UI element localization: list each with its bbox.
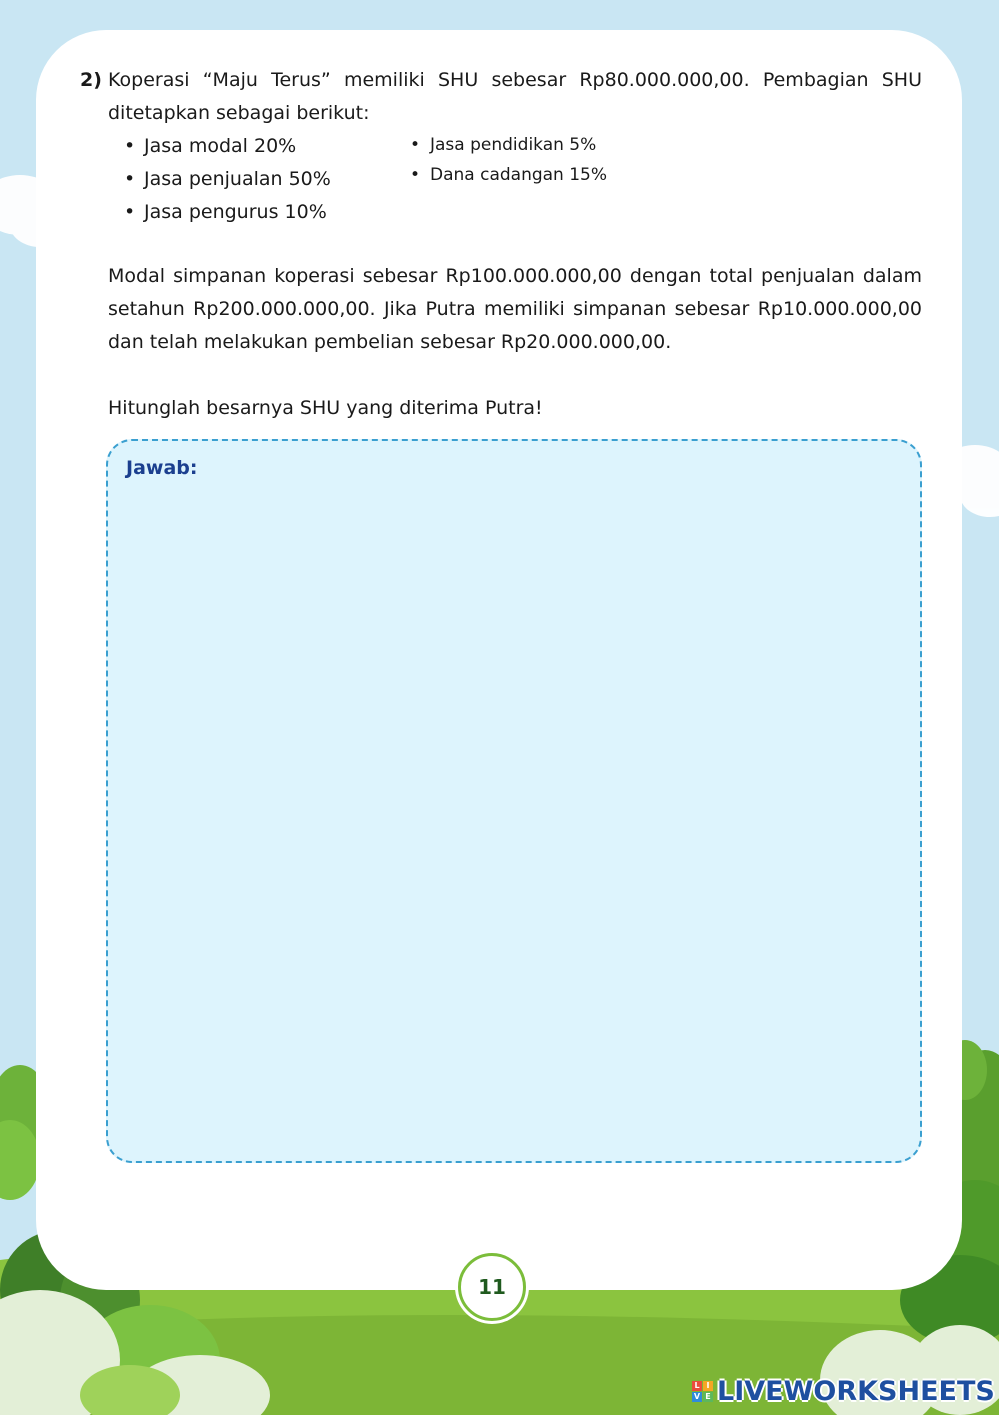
liveworksheets-logo[interactable] [692,1373,995,1409]
logo-text: LIVEWORKSHEETS [717,1375,995,1407]
list-item: • Jasa pendidikan 5% [410,135,597,155]
list-left-column [124,130,331,229]
list-item: • Dana cadangan 15% [410,165,608,185]
page-number: 11 [458,1253,526,1321]
question-number: 2) [80,69,102,91]
list-item: • Jasa pengurus 10% [124,201,327,223]
list-right-column [410,130,607,190]
question-intro: Koperasi “Maju Terus” memiliki SHU sebesar Rp80.000.000,00. Pembagian SHU ditetapkan sebagai berikut: [108,69,922,124]
answer-box[interactable] [106,439,922,1163]
shu-distribution-list [80,130,922,260]
list-item: • Jasa penjualan 50% [124,168,331,190]
logo-icon: L I V E [692,1381,713,1402]
question-block [80,64,922,425]
question-prompt: Hitunglah besarnya SHU yang diterima Putra! [108,397,543,419]
list-item: • Jasa modal 20% [124,135,297,157]
answer-label: Jawab: [126,457,198,479]
question-paragraph: Modal simpanan koperasi sebesar Rp100.000.000,00 dengan total penjualan dalam setahun Rp200.000.000,00. Jika Putra memiliki simpanan sebesar Rp10.000.000,00 dan telah melakukan pembelian sebesar Rp20.000.000,00. [108,265,922,353]
